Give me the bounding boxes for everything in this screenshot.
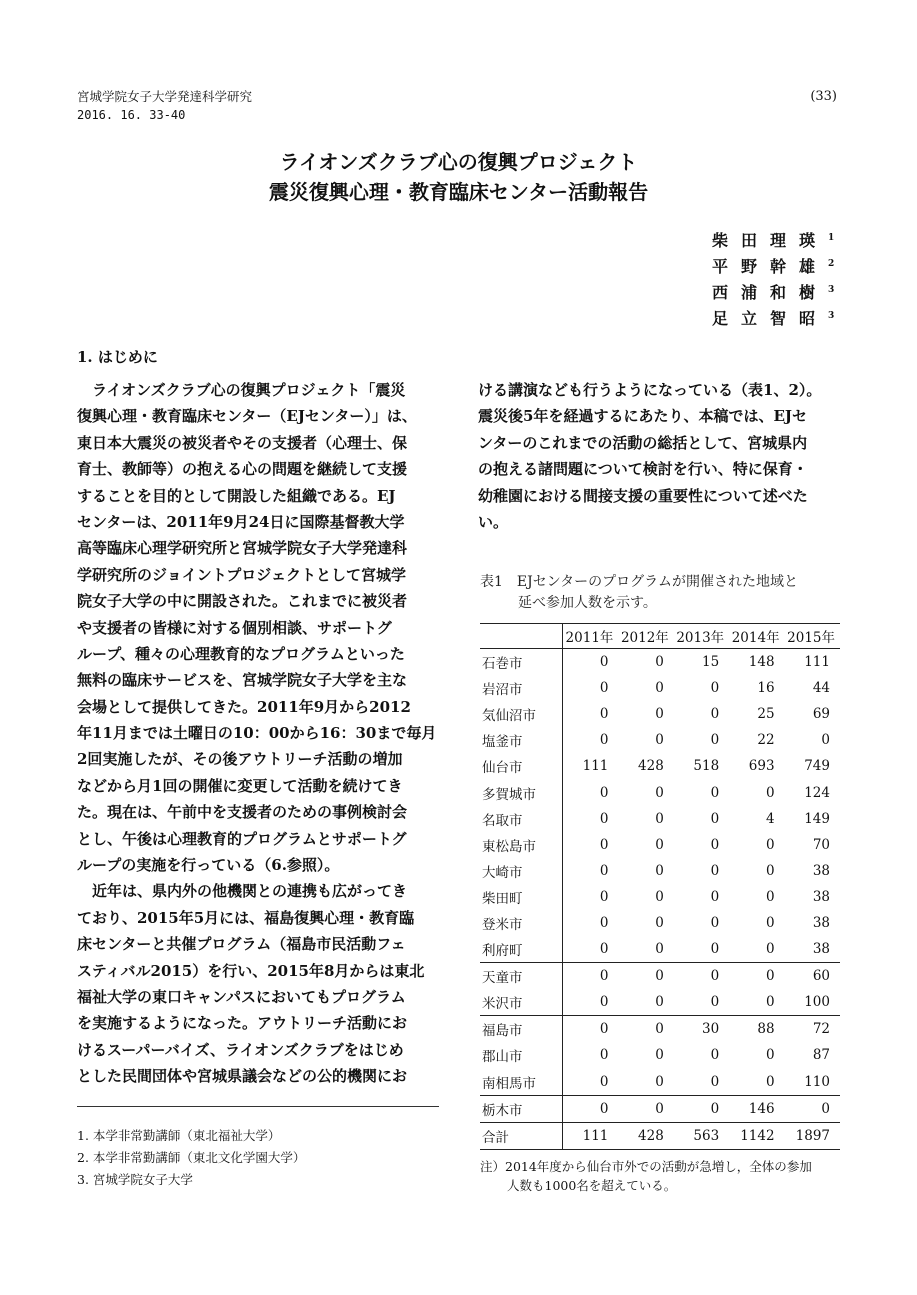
value-cell: 124 — [804, 784, 830, 801]
text-line: 震災後5年を経過するにあたり、本稿では、EJセ — [478, 407, 807, 426]
row-label: 多賀城市 — [480, 779, 563, 805]
value-cell: 0 — [710, 994, 720, 1011]
table-row — [480, 727, 840, 753]
value-cell: 0 — [599, 862, 609, 879]
table-row — [480, 989, 840, 1016]
value-cell: 0 — [710, 836, 720, 853]
value-cell: 0 — [599, 706, 609, 723]
value-cell: 0 — [710, 1047, 720, 1064]
value-cell: 428 — [638, 758, 664, 775]
table-row — [480, 1069, 840, 1096]
title-line-2: 震災復興心理・教育臨床センター活動報告 — [268, 180, 649, 204]
text-line: とした民間団体や宮城県議会などの公的機関にお — [77, 1067, 408, 1086]
value-cell: 0 — [599, 654, 609, 671]
author-3 — [712, 280, 834, 306]
value-cell: 0 — [710, 914, 720, 931]
value-cell: 0 — [710, 810, 720, 827]
value-cell: 0 — [765, 968, 775, 985]
value-cell: 0 — [599, 732, 609, 749]
value-cell: 0 — [655, 862, 664, 879]
table-row — [480, 1016, 840, 1043]
column-header: 2013年 — [676, 630, 725, 646]
value-cell: 0 — [710, 941, 720, 958]
footnotes — [77, 1125, 305, 1191]
text-line: センターは、2011年9月24日に国際基督教大学 — [77, 512, 405, 531]
value-cell: 38 — [812, 914, 830, 931]
value-cell: 0 — [599, 914, 609, 931]
row-label: 東松島市 — [480, 832, 563, 858]
table-caption-line-2: 延べ参加人数を示す。 — [518, 595, 657, 611]
value-cell: 0 — [710, 732, 720, 749]
text-line: い。 — [478, 512, 509, 531]
value-cell: 0 — [599, 784, 609, 801]
table-row — [480, 1042, 840, 1068]
value-cell: 0 — [655, 706, 664, 723]
author-affiliation-mark: 3 — [828, 285, 835, 295]
text-line: 福祉大学の東口キャンパスにおいてもプログラム — [77, 987, 406, 1006]
text-line: することを目的として開設した組織である。EJ — [77, 486, 396, 505]
total-value-cell: 428 — [638, 1127, 664, 1144]
text-line: 復興心理・教育臨床センター（EJセンター）」は、 — [77, 407, 417, 426]
table-row — [480, 963, 840, 990]
text-line: 無料の臨床サービスを、宮城学院女子大学を主な — [77, 671, 408, 690]
total-value-cell: 111 — [582, 1127, 609, 1144]
value-cell: 111 — [804, 654, 830, 671]
text-line: ループの実施を行っている（6.参照）。 — [77, 856, 340, 875]
value-cell: 30 — [702, 1021, 720, 1038]
text-line: 東日本大震災の被災者やその支援者（心理士、保 — [77, 433, 408, 452]
table-row — [480, 1095, 840, 1122]
value-cell: 0 — [765, 862, 775, 879]
table-row — [480, 806, 840, 832]
value-cell: 69 — [812, 706, 830, 723]
value-cell: 0 — [655, 888, 664, 905]
text-line: 近年は、県内外の他機関との連携も広がってき — [77, 882, 408, 901]
value-cell: 0 — [765, 914, 775, 931]
text-line: 2回実施したが、その後アウトリーチ活動の増加 — [77, 750, 403, 769]
value-cell: 518 — [693, 758, 720, 775]
text-line: た。現在は、午前中を支援者のための事例検討会 — [77, 803, 408, 822]
row-label: 気仙沼市 — [480, 701, 563, 727]
text-line: 高等臨床心理学研究所と宮城学院女子大学発達科 — [77, 539, 408, 558]
value-cell: 111 — [582, 758, 609, 775]
value-cell: 0 — [655, 810, 664, 827]
value-cell: 0 — [765, 836, 775, 853]
text-line: 育士、教師等）の抱える心の問題を継続して支援 — [77, 460, 408, 479]
text-line: ンターのこれまでの活動の総括として、宮城県内 — [478, 433, 808, 452]
value-cell: 16 — [757, 680, 775, 697]
page-number: (33) — [810, 89, 837, 104]
row-label: 大崎市 — [480, 858, 563, 884]
value-cell: 38 — [812, 941, 830, 958]
value-cell: 0 — [655, 1021, 664, 1038]
value-cell: 0 — [821, 732, 830, 749]
value-cell: 0 — [710, 706, 720, 723]
row-label: 米沢市 — [480, 989, 563, 1016]
author-2 — [712, 254, 834, 280]
value-cell: 0 — [765, 888, 775, 905]
value-cell: 0 — [655, 1047, 664, 1064]
value-cell: 0 — [765, 784, 775, 801]
table-row — [480, 884, 840, 910]
text-line: などから月1回の開催に変更して活動を続けてき — [77, 776, 403, 795]
column-header: 2015年 — [787, 630, 835, 646]
value-cell: 38 — [812, 862, 830, 879]
value-cell: 0 — [765, 1073, 775, 1090]
value-cell: 4 — [765, 810, 775, 827]
row-label: 登米市 — [480, 910, 563, 936]
value-cell: 0 — [599, 1100, 609, 1117]
table-header-row — [480, 624, 840, 649]
text-line: ける講演なども行うようになっている（表1、2）。 — [478, 381, 822, 399]
table-corner-cell — [480, 624, 563, 649]
value-cell: 70 — [812, 836, 830, 853]
value-cell: 0 — [655, 784, 664, 801]
total-value-cell: 1897 — [795, 1127, 830, 1144]
text-line: 床センターと共催プログラム（福島市民活動フェ — [77, 935, 406, 954]
value-cell: 0 — [710, 680, 720, 697]
text-line: ており、2015年5月には、福島復興心理・教育臨 — [77, 908, 415, 927]
text-line: 院女子大学の中に開設された。これまでに被災者 — [77, 592, 408, 611]
value-cell: 0 — [655, 1100, 664, 1117]
text-line: ライオンズクラブ心の復興プロジェクト「震災 — [77, 381, 406, 399]
table-total-row — [480, 1122, 840, 1149]
table-row — [480, 701, 840, 727]
row-label: 岩沼市 — [480, 675, 563, 701]
value-cell: 0 — [710, 784, 720, 801]
author-name: 柴田理瑛 — [712, 231, 829, 250]
value-cell: 0 — [599, 941, 609, 958]
value-cell: 146 — [748, 1100, 775, 1117]
author-list — [712, 228, 834, 332]
text-line: の抱える諸問題について検討を行い、特に保育・ — [478, 460, 808, 479]
text-line: 年11月までは土曜日の10：00から16：30まで毎月 — [77, 724, 437, 743]
table-note-line-1: 注）2014年度から仙台市外での活動が急増し，全体の参加 — [480, 1159, 812, 1174]
value-cell: 0 — [655, 836, 664, 853]
text-line: を実施するようになった。アウトリーチ活動にお — [77, 1014, 408, 1033]
value-cell: 0 — [710, 862, 720, 879]
row-label: 名取市 — [480, 806, 563, 832]
value-cell: 0 — [655, 680, 664, 697]
table-row — [480, 832, 840, 858]
table-row — [480, 649, 840, 676]
value-cell: 110 — [804, 1073, 830, 1090]
value-cell: 0 — [599, 680, 609, 697]
value-cell: 60 — [812, 968, 830, 985]
value-cell: 0 — [599, 836, 609, 853]
author-1 — [712, 228, 834, 254]
value-cell: 0 — [599, 1073, 609, 1090]
text-line: 学研究所のジョイントプロジェクトとして宮城学 — [77, 565, 406, 584]
row-label: 栃木市 — [480, 1095, 563, 1122]
table-row — [480, 858, 840, 884]
right-column-text — [478, 377, 848, 535]
value-cell: 0 — [655, 732, 664, 749]
column-header: 2012年 — [620, 630, 669, 646]
value-cell: 0 — [599, 968, 609, 985]
journal-name: 宮城学院女子大学発達科学研究 — [77, 89, 253, 104]
row-label: 塩釜市 — [480, 727, 563, 753]
value-cell: 38 — [812, 888, 830, 905]
text-line: 会場として提供してきた。2011年9月から2012 — [77, 697, 411, 716]
row-label: 南相馬市 — [480, 1069, 563, 1096]
total-label: 合計 — [480, 1122, 563, 1149]
value-cell: 749 — [804, 758, 830, 775]
text-line: や支援者の皆様に対する個別相談、サポートグ — [77, 618, 392, 637]
value-cell: 25 — [757, 706, 775, 723]
value-cell: 0 — [599, 994, 609, 1011]
text-line: 幼稚園における間接支援の重要性について述べた — [478, 486, 808, 505]
value-cell: 0 — [599, 888, 609, 905]
value-cell: 0 — [655, 914, 664, 931]
value-cell: 15 — [702, 654, 720, 671]
text-line: スティバル2015）を行い、2015年8月からは東北 — [77, 961, 425, 980]
text-line: ループ、種々の心理教育的なプログラムといった — [77, 644, 405, 663]
value-cell: 0 — [710, 888, 720, 905]
value-cell: 0 — [765, 1047, 775, 1064]
author-4 — [712, 306, 834, 332]
value-cell: 0 — [710, 1073, 720, 1090]
table-note-line-2: 人数も1000名を超えている。 — [507, 1178, 677, 1193]
value-cell: 0 — [599, 1047, 609, 1064]
column-header: 2014年 — [731, 630, 780, 646]
total-value-cell: 1142 — [740, 1127, 775, 1144]
value-cell: 693 — [748, 758, 775, 775]
section-heading: 1. はじめに — [77, 348, 158, 366]
text-line: けるスーパーバイズ、ライオンズクラブをはじめ — [77, 1040, 404, 1059]
table-caption-line-1: 表1 EJセンターのプログラムが開催された地域と — [480, 574, 799, 590]
row-label: 郡山市 — [480, 1042, 563, 1068]
author-affiliation-mark: 2 — [828, 259, 835, 269]
title-line-1: ライオンズクラブ心の復興プロジェクト — [279, 150, 638, 174]
table-row — [480, 753, 840, 779]
value-cell: 88 — [757, 1021, 775, 1038]
author-name: 足立智昭 — [712, 309, 829, 328]
row-label: 福島市 — [480, 1016, 563, 1043]
value-cell: 72 — [812, 1021, 830, 1038]
value-cell: 44 — [812, 680, 830, 697]
value-cell: 0 — [710, 1100, 720, 1117]
author-name: 西浦和樹 — [712, 283, 829, 302]
value-cell: 0 — [655, 654, 664, 671]
value-cell: 0 — [655, 994, 664, 1011]
left-column-text — [77, 377, 447, 1090]
author-affiliation-mark: 1 — [828, 233, 835, 243]
value-cell: 22 — [757, 732, 775, 749]
table-caption — [480, 572, 798, 614]
total-value-cell: 563 — [693, 1127, 720, 1144]
column-header: 2011年 — [565, 630, 614, 646]
table-row — [480, 936, 840, 963]
table-row — [480, 910, 840, 936]
value-cell: 148 — [748, 654, 775, 671]
value-cell: 0 — [710, 968, 720, 985]
table-row — [480, 779, 840, 805]
row-label: 柴田町 — [480, 884, 563, 910]
value-cell: 0 — [765, 941, 775, 958]
value-cell: 0 — [655, 941, 664, 958]
row-label: 天童市 — [480, 963, 563, 990]
table-note — [480, 1157, 845, 1195]
row-label: 仙台市 — [480, 753, 563, 779]
value-cell: 0 — [765, 994, 775, 1011]
author-name: 平野幹雄 — [712, 257, 829, 276]
footnote-1: 1. 本学非常勤講師（東北福祉大学） — [77, 1128, 281, 1143]
row-label: 石巻市 — [480, 649, 563, 676]
value-cell: 149 — [804, 810, 830, 827]
table-row — [480, 675, 840, 701]
value-cell: 0 — [599, 810, 609, 827]
footnote-3: 3. 宮城学院女子大学 — [77, 1172, 193, 1187]
citation: 2016. 16. 33-40 — [77, 108, 186, 122]
text-line: とし、午後は心理教育的プログラムとサポートグ — [77, 829, 407, 848]
value-cell: 0 — [599, 1021, 609, 1038]
footnote-divider — [77, 1106, 439, 1107]
value-cell: 0 — [655, 1073, 664, 1090]
value-cell: 100 — [804, 994, 830, 1011]
author-affiliation-mark: 3 — [828, 311, 835, 321]
row-label: 利府町 — [480, 936, 563, 963]
value-cell: 0 — [655, 968, 664, 985]
participants-table — [480, 623, 840, 1150]
value-cell: 0 — [821, 1100, 830, 1117]
value-cell: 87 — [812, 1047, 830, 1064]
footnote-2: 2. 本学非常勤講師（東北文化学園大学） — [77, 1150, 306, 1165]
